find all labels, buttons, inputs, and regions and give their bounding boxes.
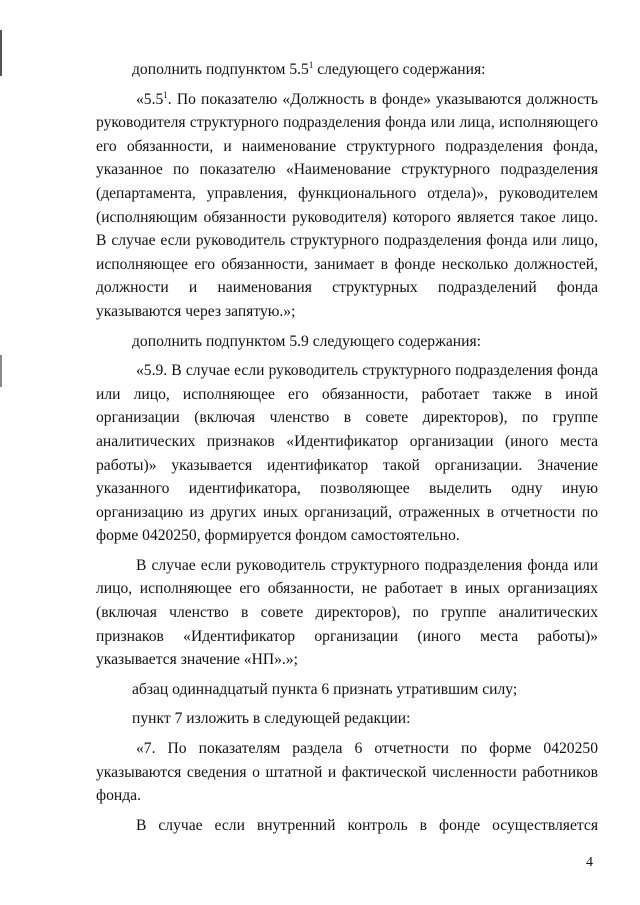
paragraph-subitem-5-9-text: «5.9. В случае если руководитель структурного подразделения фонда или лицо, исполняющее его обязанности, работает также в иной организации (включая членство в совете директоров), по группе аналитических признаков «Идентификатор организации (иного места работы)» указывается идентификатор такой организации. Значение указанного идентификатора, позволяющее выделить одну иную организацию из других иных организаций, отраженных в отчетности по форме 0420250, формируется фондом самостоятельно. xyxy=(96,362,598,545)
paragraph-np-value: В случае если руководитель структурного подразделения фонда или лицо, исполняющее его обязанности, не работает в иных организациях (включая членство в совете директоров), по группе аналитических признаков «Идентификатор организации (иного места работы)» указывается значение «НП».»; xyxy=(96,556,598,669)
paragraph-invalidate-paragraph-11: абзац одиннадцатый пункта 6 признать утратившим силу; xyxy=(132,680,518,698)
page-number: 4 xyxy=(586,855,593,870)
scan-edge-mark xyxy=(0,30,2,76)
document-page xyxy=(96,58,598,837)
paragraph-internal-control: В случае если внутренний контроль в фонде осуществляется xyxy=(136,816,598,834)
paragraph-add-subitem-5-9: дополнить подпунктом 5.9 следующего содержания: xyxy=(132,332,481,350)
scan-edge-mark xyxy=(0,355,2,387)
superscript: 1 xyxy=(308,60,314,70)
paragraph-item-7-text: «7. По показателям раздела 6 отчетности по форме 0420250 указываются сведения о штатной и фактической численности работников фонда. xyxy=(96,740,598,805)
paragraph-item-7-restate: пункт 7 изложить в следующей редакции: xyxy=(132,710,411,728)
paragraph-add-subitem-5-5-1: дополнить подпунктом $5.5^1$ следующего содержания: xyxy=(132,60,486,78)
superscript: 1 xyxy=(163,89,168,100)
paragraph-subitem-5-5-1-text: «$5.5^1$. По показателю «Должность в фонде» указываются должность руководителя структурного подразделения фонда или лица, исполняющего его обязанности, и наименование структурного подразделения фонда, указанное по показателю «Наименование структурного подразделения (департамента, управления, функционального отдела)», руководителем (исполняющим обязанности руководителя) которого является такое лицо. В случае если руководитель структурного подразделения фонда или лицо, исполняющее его обязанности, занимает в фонде несколько должностей, должности и наименования структурных подразделений фонда указываются через запятую.»; xyxy=(96,89,598,320)
